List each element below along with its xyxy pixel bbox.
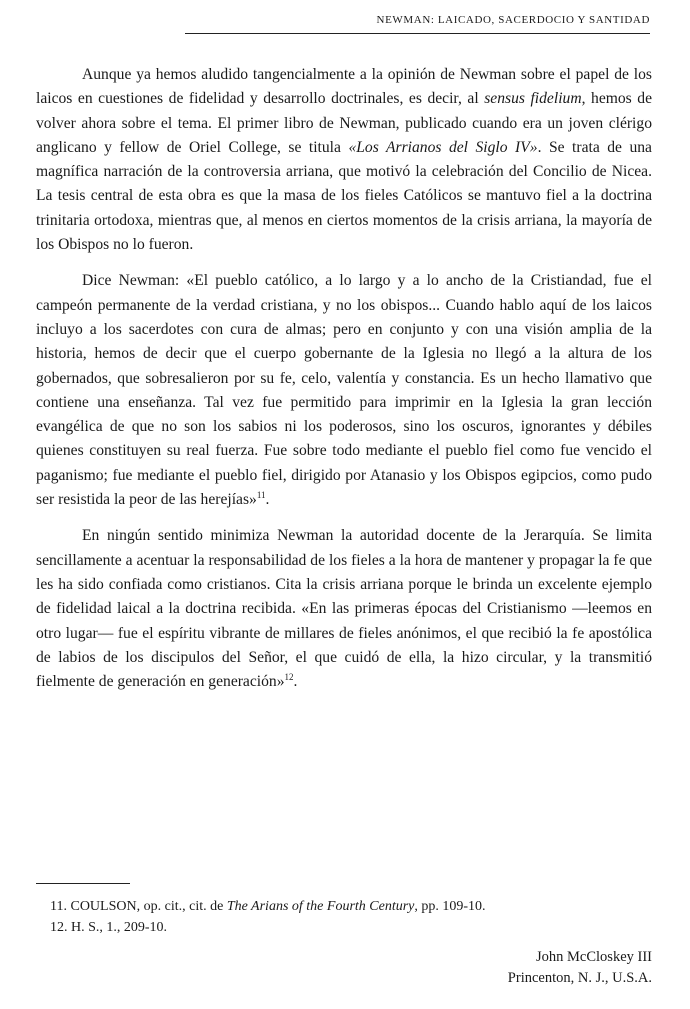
book-title: «Los Arrianos del Siglo IV»: [348, 138, 538, 156]
italic-term: sensus fidelium: [484, 90, 582, 108]
paragraph-text: Dice Newman: «El pueblo católico, a lo largo y a lo ancho de la Cristiandad, fue el campeón permanente de la verdad cristiana, y no los obispos... Cuando hablo aquí de los laicos incluyo a los sacerdotes con cura de almas; pero en conjunto y con una visión amplia de la historia, hemos de decir que el cuerpo gobernante de la Iglesia no llegó a la altura de los gobernados, que sobresalieron por su fe, celo, valentía y constancia. Es un hecho llamativo que contiene una enseñanza. Tal vez fue permitido para imprimir en la Iglesia la gran lección evangélica de que no son los sabios ni los poderosos, sino los oscuros, ignorantes y débiles quienes constituyen su real fuerza. Fue sobre todo mediante el pueblo fiel como fue vencido el paganismo; fue mediante el pueblo fiel, dirigido por Atanasio y los Obispos egipcios, como pudo ser resistida la peor de las herejías»: [36, 272, 652, 509]
footnote-text: , pp. 109-10.: [414, 899, 486, 914]
footnote-12: [50, 917, 652, 938]
footnote-11: [50, 896, 652, 917]
footnote-ref: 11: [256, 489, 266, 500]
author-signature: [508, 947, 652, 989]
running-head: NEWMAN: LAICADO, SACERDOCIO Y SANTIDAD: [185, 14, 650, 34]
footnote-divider: [36, 883, 130, 884]
footnote-ref: 12: [284, 671, 294, 682]
author-location: Princenton, N. J., U.S.A.: [507, 970, 652, 986]
paragraph-text: . Se trata de una magnífica narración de la controversia arriana, que motivó la celebración del Concilio de Nicea. La tesis central de esta obra es que la masa de los fieles Católicos se mantuvo fiel a la doctrina trinitaria ortodoxa, mientras que, al menos en ciertos momentos de la crisis arriana, la mayoría de los Obispos no lo fueron.: [36, 138, 652, 254]
paragraph-3: En ningún sentido minimiza Newman la autoridad docente de la Jerarquía. Se limita sencillamente a acentuar la responsabilidad de los fieles a la hora de mantener y propagar la fe que les ha sido confiada como cristianos. Cita la crisis arriana porque le brinda un excelente ejemplo de fidelidad laical a la doctrina recibida. «En las primeras épocas del Cristianismo —leemos en otro lugar— fue el espíritu vibrante de millares de fieles anónimos, el que recibió la fe apostólica de labios de los discipulos del Señor, el que cuidó de ella, la hizo circular, y la transmitió fielmente de generación en generación»$^{12}$.: [36, 527, 652, 691]
paragraph-text: , hemos de volver ahora sobre el tema. El primer libro de Newman, publicado cuando era un joven clérigo anglicano y fellow de Oriel College, se titula: [36, 90, 652, 156]
footnote-number: 12.: [50, 920, 68, 935]
footnote-number: 11.: [50, 899, 67, 914]
paragraph-1: [36, 63, 652, 257]
paragraph-text: Aunque ya hemos aludido tangencialmente a la opinión de Newman sobre el papel de los laicos en cuestiones de fidelidad y desarrollo doctrinales, es decir, al: [36, 66, 652, 108]
footnote-title: The Arians of the Fourth Century: [226, 899, 415, 914]
author-name: John McCloskey III: [536, 949, 652, 965]
footnote-text: , op. cit., cit. de: [136, 899, 227, 914]
paragraph-text: En ningún sentido minimiza Newman la autoridad docente de la Jerarquía. Se limita sencillamente a acentuar la responsabilidad de los fieles a la hora de mantener y propagar la fe que les ha sido confiada como cristianos. Cita la crisis arriana porque le brinda un excelente ejemplo de fidelidad laical a la doctrina recibida. «En las primeras épocas del Cristianismo —leemos en otro lugar— fue el espíritu vibrante de millares de fieles anónimos, el que recibió la fe apostólica de labios de los discipulos del Señor, el que cuidó de ella, la hizo circular, y la transmitió fielmente de generación en generación»: [36, 527, 652, 691]
footnote-text: H. S., 1., 209-10.: [71, 920, 168, 935]
body-text: [36, 63, 652, 706]
paragraph-2: Dice Newman: «El pueblo católico, a lo largo y a lo ancho de la Cristiandad, fue el campeón permanente de la verdad cristiana, y no los obispos... Cuando hablo aquí de los laicos incluyo a los sacerdotes con cura de almas; pero en conjunto y con una visión amplia de la historia, hemos de decir que el cuerpo gobernante de la Iglesia no llegó a la altura de los gobernados, que sobresalieron por su fe, celo, valentía y constancia. Es un hecho llamativo que contiene una enseñanza. Tal vez fue permitido para imprimir en la Iglesia la gran lección evangélica de que no son los sabios ni los poderosos, sino los oscuros, ignorantes y débiles quienes constituyen su real fuerza. Fue sobre todo mediante el pueblo fiel como fue vencido el paganismo; fue mediante el pueblo fiel, dirigido por Atanasio y los Obispos egipcios, como pudo ser resistida la peor de las herejías»$^{11}$.: [36, 272, 652, 509]
footnote-author: COULSON: [70, 899, 137, 914]
footnotes: [50, 896, 652, 938]
